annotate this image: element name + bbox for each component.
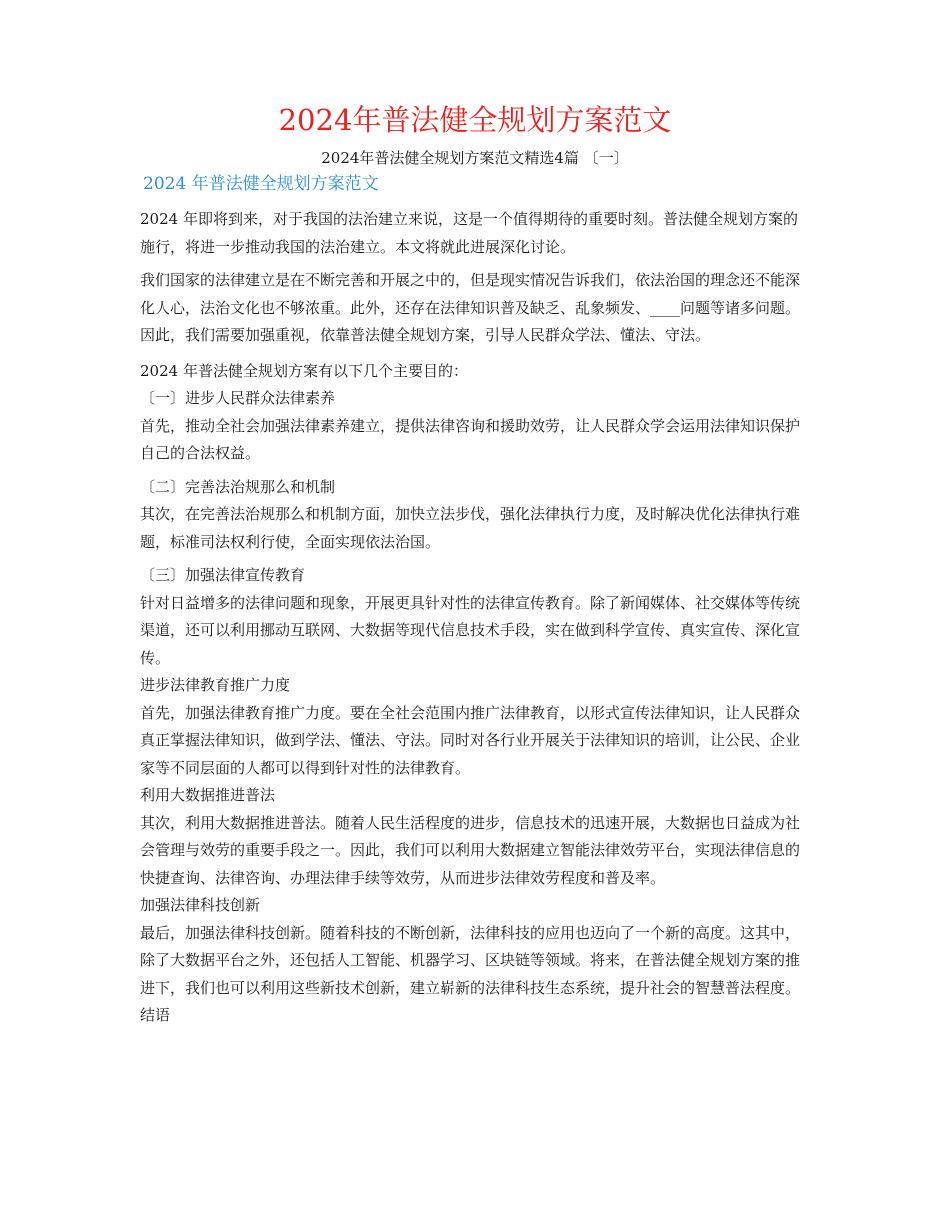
intro-paragraph: 2024 年即将到来，对于我国的法治建立来说，这是一个值得期待的重要时刻。普法健全规划方案的施行，将进一步推动我国的法治建立。本文将就此进展深化讨论。 bbox=[140, 210, 798, 256]
legal-tech-paragraph: 最后，加强法律科技创新。随着科技的不断创新，法律科技的应用也迈向了一个新的高度。这其中，除了大数据平台之外，还包括人工智能、机器学习、区块链等领域。将来，在普法健全规划方案的推进下，我们也可以利用这些新技术创新，建立崭新的法律科技生态系统，提升社会的智慧普法程度。 bbox=[140, 923, 801, 997]
document-title: 2024年普法健全规划方案范文 bbox=[278, 103, 672, 137]
goal-heading-2: 〔二〕完善法治规那么和机制 bbox=[140, 477, 336, 496]
subheading-education: 进步法律教育推广力度 bbox=[140, 676, 291, 694]
big-data-paragraph: 其次，利用大数据推进普法。随着人民生活程度的进步，信息技术的迅速开展，大数据也日益成为社会管理与效劳的重要手段之一。因此，我们可以利用大数据建立智能法律效劳平台，实现法律信息的快捷查询、法律咨询、办理法律手续等效劳，从而进步法律效劳程度和普及率。 bbox=[140, 813, 801, 887]
section-heading: 2024 年普法健全规划方案范文 bbox=[143, 174, 379, 194]
document-body bbox=[140, 206, 810, 1030]
goal-paragraph-2: 其次，在完善法治规那么和机制方面，加快立法步伐，强化法律执行力度，及时解决优化法律执行难题，标准司法权利行使，全面实现依法治国。 bbox=[140, 505, 801, 551]
goal-heading-1: 〔一〕进步人民群众法律素养 bbox=[140, 389, 336, 407]
goals-intro: 2024 年普法健全规划方案有以下几个主要目的： bbox=[140, 361, 468, 380]
background-paragraph: 我们国家的法律建立是在不断完善和开展之中的，但是现实情况告诉我们，依法治国的理念还不能深化人心，法治文化也不够浓重。此外，还存在法律知识普及缺乏、乱象频发、____问题等诸多问题。因此，我们需要加强重视，依靠普法健全规划方案，引导人民群众学法、懂法、守法。 bbox=[140, 271, 801, 344]
document-subtitle: 2024年普法健全规划方案范文精选4篇 〔一〕 bbox=[321, 149, 629, 167]
education-paragraph: 首先，加强法律教育推广力度。要在全社会范围内推广法律教育，以形式宣传法律知识，让人民群众真正掌握法律知识，做到学法、懂法、守法。同时对各行业开展关于法律知识的培训，让公民、企业家等不同层面的人都可以得到针对性的法律教育。 bbox=[140, 703, 801, 777]
goal-paragraph-3: 针对日益增多的法律问题和现象，开展更具针对性的法律宣传教育。除了新闻媒体、社交媒体等传统渠道，还可以利用挪动互联网、大数据等现代信息技术手段，实在做到科学宣传、真实宣传、深化宣传。 bbox=[140, 593, 801, 667]
subheading-legal-tech: 加强法律科技创新 bbox=[140, 896, 261, 914]
goal-paragraph-1: 首先，推动全社会加强法律素养建立，提供法律咨询和援助效劳，让人民群众学会运用法律知识保护自己的合法权益。 bbox=[140, 416, 801, 462]
conclusion-heading: 结语 bbox=[140, 1006, 171, 1024]
goal-heading-3: 〔三〕加强法律宣传教育 bbox=[140, 566, 306, 584]
subheading-big-data: 利用大数据推进普法 bbox=[140, 786, 276, 804]
